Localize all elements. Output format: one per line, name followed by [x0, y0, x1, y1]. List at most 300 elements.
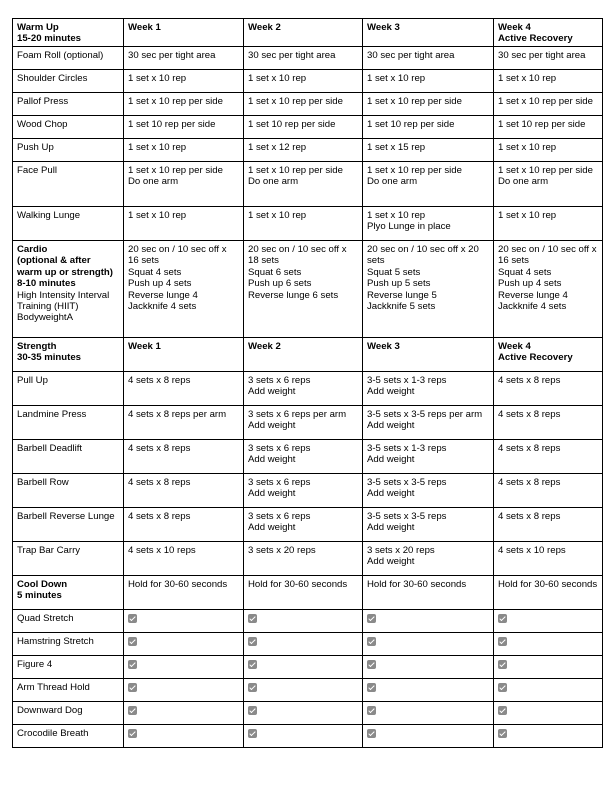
exercise-name: Landmine Press	[17, 409, 87, 420]
warmup-duration: 15-20 minutes	[17, 33, 81, 45]
prescription-text: Do one arm	[498, 176, 549, 188]
stretch-name-cell	[13, 656, 124, 679]
warmup-week-3-cell	[363, 139, 494, 162]
warmup-week-2-cell	[244, 207, 363, 241]
cooldown-stretch-row	[13, 725, 603, 748]
strength-week-3-cell	[363, 542, 494, 576]
strength-week-4-cell	[494, 372, 603, 406]
warmup-title: Warm Up	[17, 22, 59, 33]
cardio-plan-text: 16 sets	[128, 255, 159, 267]
prescription-text: 1 set x 10 rep per side	[248, 165, 343, 176]
cardio-plan-text: Squat 6 sets	[248, 266, 302, 278]
week-label: Week 3	[367, 341, 400, 352]
prescription-text: Add weight	[367, 522, 415, 534]
checked-checkbox-icon[interactable]	[367, 637, 376, 646]
prescription-text: 3 sets x 20 reps	[367, 545, 435, 556]
strength-week-3-cell	[363, 440, 494, 474]
prescription-text: 4 sets x 8 reps	[128, 375, 191, 386]
prescription-text: Do one arm	[367, 176, 418, 188]
warmup-week-1-cell	[124, 47, 244, 70]
exercise-name: Pallof Press	[17, 96, 69, 107]
prescription-text: Add weight	[367, 454, 415, 466]
warmup-row	[13, 116, 603, 139]
cooldown-stretch-row	[13, 656, 603, 679]
prescription-text: Add weight	[248, 420, 296, 432]
prescription-text: Add weight	[367, 420, 415, 432]
prescription-text: 3-5 sets x 3-5 reps	[367, 511, 447, 522]
prescription-text: 4 sets x 8 reps	[498, 375, 561, 386]
prescription-text: 3 sets x 6 reps	[248, 511, 311, 522]
prescription-text: 1 set x 10 rep	[128, 142, 187, 153]
strength-week-3-cell	[363, 474, 494, 508]
checked-checkbox-icon[interactable]	[367, 614, 376, 623]
cooldown-week-2-hold	[244, 576, 363, 610]
strength-row	[13, 542, 603, 576]
exercise-name: Pull Up	[17, 375, 48, 386]
prescription-text: 1 set x 10 rep per side	[128, 96, 223, 107]
week-label: Week 1	[128, 22, 161, 33]
exercise-name: Barbell Deadlift	[17, 443, 83, 454]
warmup-exercise-cell	[13, 47, 124, 70]
warmup-exercise-cell	[13, 207, 124, 241]
checked-checkbox-icon[interactable]	[248, 637, 257, 646]
exercise-name: Foam Roll (optional)	[17, 50, 104, 61]
checked-checkbox-icon[interactable]	[367, 660, 376, 669]
stretch-week-4-cell	[494, 702, 603, 725]
cooldown-stretch-row	[13, 610, 603, 633]
prescription-text: 30 sec per tight area	[498, 50, 586, 61]
warmup-week-1-cell	[124, 162, 244, 207]
warmup-week-4-cell	[494, 139, 603, 162]
warmup-row	[13, 207, 603, 241]
warmup-week-3-cell	[363, 47, 494, 70]
prescription-text: 4 sets x 8 reps per arm	[128, 409, 227, 420]
stretch-week-2-cell	[244, 633, 363, 656]
checked-checkbox-icon[interactable]	[498, 660, 507, 669]
workout-plan-table	[12, 18, 603, 748]
week-label: Week 2	[248, 22, 281, 33]
strength-week-1-cell	[124, 406, 244, 440]
hold-duration-text: Hold for 30-60 seconds	[498, 579, 598, 590]
checked-checkbox-icon[interactable]	[248, 729, 257, 738]
strength-week-4-cell	[494, 474, 603, 508]
strength-row	[13, 474, 603, 508]
prescription-text: Add weight	[248, 386, 296, 398]
prescription-text: 3 sets x 6 reps	[248, 443, 311, 454]
stretch-week-2-cell	[244, 725, 363, 748]
exercise-name: Shoulder Circles	[17, 73, 88, 84]
stretch-week-2-cell	[244, 610, 363, 633]
cooldown-title: Cool Down	[17, 579, 68, 590]
prescription-text: 1 set x 10 rep per side	[498, 165, 593, 176]
warmup-week-1-cell	[124, 93, 244, 116]
strength-header-row	[13, 338, 603, 372]
cardio-week-4-cell	[494, 241, 603, 338]
strength-exercise-cell	[13, 372, 124, 406]
cardio-title: 8-10 minutes	[17, 278, 76, 290]
warmup-exercise-cell	[13, 162, 124, 207]
warmup-exercise-cell	[13, 139, 124, 162]
strength-exercise-cell	[13, 474, 124, 508]
strength-exercise-cell	[13, 508, 124, 542]
cardio-description: High Intensity Interval	[17, 289, 110, 301]
warmup-week-1-cell	[124, 139, 244, 162]
strength-week-1-cell	[124, 508, 244, 542]
warmup-week-4-cell	[494, 207, 603, 241]
stretch-name-cell	[13, 702, 124, 725]
prescription-text: Add weight	[367, 386, 415, 398]
stretch-name: Downward Dog	[17, 705, 83, 716]
strength-row	[13, 406, 603, 440]
stretch-week-3-cell	[363, 725, 494, 748]
cardio-plan-text: Push up 6 sets	[248, 278, 312, 290]
cooldown-title-cell	[13, 576, 124, 610]
exercise-name: Wood Chop	[17, 119, 68, 130]
checked-checkbox-icon[interactable]	[128, 660, 137, 669]
strength-week-2-cell	[244, 508, 363, 542]
prescription-text: 1 set x 10 rep	[128, 210, 187, 221]
stretch-name: Hamstring Stretch	[17, 636, 94, 647]
cardio-plan-text: Push up 4 sets	[128, 278, 192, 290]
cardio-plan-text: Reverse lunge 4	[498, 289, 568, 301]
cardio-title: warm up or strength)	[17, 266, 113, 278]
strength-week-1-cell	[124, 542, 244, 576]
warmup-week-1-cell	[124, 207, 244, 241]
cooldown-week-3-hold	[363, 576, 494, 610]
prescription-text: Do one arm	[248, 176, 299, 188]
warmup-week-3-header	[363, 19, 494, 47]
prescription-text: 1 set x 10 rep per side	[498, 96, 593, 107]
stretch-name-cell	[13, 725, 124, 748]
stretch-name: Arm Thread Hold	[17, 682, 90, 693]
warmup-row	[13, 162, 603, 207]
warmup-exercise-cell	[13, 93, 124, 116]
week-label: Week 4	[498, 341, 531, 352]
prescription-text: 4 sets x 8 reps	[498, 443, 561, 454]
cooldown-week-4-hold	[494, 576, 603, 610]
prescription-text: 1 set x 10 rep	[367, 210, 426, 221]
warmup-week-4-cell	[494, 47, 603, 70]
cardio-plan-text: Reverse lunge 5	[367, 289, 437, 301]
checked-checkbox-icon[interactable]	[367, 706, 376, 715]
warmup-row	[13, 93, 603, 116]
warmup-row	[13, 47, 603, 70]
cardio-plan-text: Push up 4 sets	[498, 278, 562, 290]
week-label: Week 3	[367, 22, 400, 33]
warmup-title-cell	[13, 19, 124, 47]
stretch-week-1-cell	[124, 725, 244, 748]
warmup-week-2-cell	[244, 162, 363, 207]
prescription-text: Add weight	[248, 454, 296, 466]
prescription-text: 1 set x 10 rep	[498, 210, 557, 221]
prescription-text: 3 sets x 6 reps	[248, 477, 311, 488]
prescription-text: 4 sets x 10 reps	[128, 545, 196, 556]
stretch-week-1-cell	[124, 610, 244, 633]
cardio-week-1-cell	[124, 241, 244, 338]
prescription-text: 1 set x 12 rep	[248, 142, 307, 153]
strength-week-2-header	[244, 338, 363, 372]
warmup-row	[13, 70, 603, 93]
strength-week-4-cell	[494, 542, 603, 576]
cardio-plan-text: 20 sec on / 10 sec off x	[248, 244, 347, 255]
stretch-week-3-cell	[363, 610, 494, 633]
prescription-text: 1 set x 10 rep	[367, 73, 426, 84]
cardio-plan-text: 20 sec on / 10 sec off x	[498, 244, 597, 255]
cardio-plan-text: Jackknife 4 sets	[498, 301, 567, 313]
prescription-text: 4 sets x 8 reps	[498, 511, 561, 522]
cooldown-week-1-hold	[124, 576, 244, 610]
strength-duration: 30-35 minutes	[17, 352, 81, 364]
prescription-text: 1 set 10 rep per side	[248, 119, 336, 130]
cardio-description: Training (HIIT)	[17, 301, 79, 313]
checked-checkbox-icon[interactable]	[367, 729, 376, 738]
strength-week-1-cell	[124, 440, 244, 474]
warmup-header-row	[13, 19, 603, 47]
warmup-week-3-cell	[363, 70, 494, 93]
checked-checkbox-icon[interactable]	[248, 614, 257, 623]
prescription-text: 3 sets x 6 reps per arm	[248, 409, 347, 420]
cardio-title: Cardio	[17, 244, 48, 255]
workout-plan-sheet	[12, 18, 602, 748]
warmup-week-4-cell	[494, 93, 603, 116]
prescription-text: Do one arm	[128, 176, 179, 188]
stretch-week-2-cell	[244, 679, 363, 702]
stretch-week-3-cell	[363, 633, 494, 656]
prescription-text: 3 sets x 6 reps	[248, 375, 311, 386]
prescription-text: 3-5 sets x 1-3 reps	[367, 375, 447, 386]
prescription-text: 4 sets x 8 reps	[128, 511, 191, 522]
cardio-row	[13, 241, 603, 338]
stretch-name-cell	[13, 679, 124, 702]
strength-week-2-cell	[244, 406, 363, 440]
prescription-text: Add weight	[367, 488, 415, 500]
prescription-text: 1 set 10 rep per side	[367, 119, 455, 130]
strength-week-3-cell	[363, 372, 494, 406]
warmup-exercise-cell	[13, 70, 124, 93]
checked-checkbox-icon[interactable]	[498, 637, 507, 646]
prescription-text: 4 sets x 10 reps	[498, 545, 566, 556]
prescription-text: 1 set x 10 rep per side	[367, 96, 462, 107]
warmup-week-2-cell	[244, 47, 363, 70]
cardio-plan-text: Jackknife 5 sets	[367, 301, 436, 313]
week-subtitle: Active Recovery	[498, 352, 573, 364]
warmup-week-1-cell	[124, 116, 244, 139]
checked-checkbox-icon[interactable]	[128, 683, 137, 692]
strength-week-2-cell	[244, 440, 363, 474]
hold-duration-text: Hold for 30-60 seconds	[367, 579, 467, 590]
cardio-plan-text: 20 sec on / 10 sec off x 20	[367, 244, 479, 255]
prescription-text: 30 sec per tight area	[367, 50, 455, 61]
stretch-name: Figure 4	[17, 659, 53, 670]
checked-checkbox-icon[interactable]	[498, 614, 507, 623]
strength-week-4-cell	[494, 508, 603, 542]
hold-duration-text: Hold for 30-60 seconds	[128, 579, 228, 590]
stretch-week-4-cell	[494, 610, 603, 633]
stretch-week-1-cell	[124, 702, 244, 725]
cooldown-stretch-row	[13, 679, 603, 702]
cardio-title-cell	[13, 241, 124, 338]
strength-week-1-header	[124, 338, 244, 372]
strength-week-2-cell	[244, 542, 363, 576]
prescription-text: 1 set x 10 rep	[498, 142, 557, 153]
stretch-name-cell	[13, 633, 124, 656]
prescription-text: Add weight	[248, 488, 296, 500]
prescription-text: Plyo Lunge in place	[367, 221, 451, 233]
cooldown-stretch-row	[13, 702, 603, 725]
strength-title: Strength	[17, 341, 57, 352]
warmup-week-2-cell	[244, 70, 363, 93]
prescription-text: 1 set 10 rep per side	[128, 119, 216, 130]
strength-week-4-header	[494, 338, 603, 372]
cardio-plan-text: 18 sets	[248, 255, 279, 267]
checked-checkbox-icon[interactable]	[498, 683, 507, 692]
prescription-text: 1 set x 10 rep	[128, 73, 187, 84]
exercise-name: Barbell Reverse Lunge	[17, 511, 115, 522]
stretch-week-1-cell	[124, 679, 244, 702]
prescription-text: Add weight	[248, 522, 296, 534]
hold-duration-text: Hold for 30-60 seconds	[248, 579, 348, 590]
strength-week-2-cell	[244, 474, 363, 508]
prescription-text: 1 set x 10 rep per side	[367, 165, 462, 176]
stretch-name: Crocodile Breath	[17, 728, 89, 739]
warmup-week-4-header	[494, 19, 603, 47]
warmup-row	[13, 139, 603, 162]
strength-week-4-cell	[494, 440, 603, 474]
prescription-text: 3-5 sets x 3-5 reps	[367, 477, 447, 488]
cardio-plan-text: sets	[367, 255, 385, 267]
cardio-plan-text: Squat 4 sets	[498, 266, 552, 278]
prescription-text: 1 set x 15 rep	[367, 142, 426, 153]
warmup-week-1-header	[124, 19, 244, 47]
cardio-plan-text: 20 sec on / 10 sec off x	[128, 244, 227, 255]
strength-week-4-cell	[494, 406, 603, 440]
checked-checkbox-icon[interactable]	[248, 660, 257, 669]
prescription-text: 1 set x 10 rep per side	[128, 165, 223, 176]
stretch-week-1-cell	[124, 633, 244, 656]
warmup-week-1-cell	[124, 70, 244, 93]
prescription-text: 4 sets x 8 reps	[128, 477, 191, 488]
week-label: Week 1	[128, 341, 161, 352]
week-subtitle: Active Recovery	[498, 33, 573, 45]
prescription-text: 30 sec per tight area	[128, 50, 216, 61]
checked-checkbox-icon[interactable]	[498, 706, 507, 715]
prescription-text: 1 set x 10 rep	[248, 73, 307, 84]
checked-checkbox-icon[interactable]	[128, 729, 137, 738]
checked-checkbox-icon[interactable]	[248, 706, 257, 715]
warmup-week-4-cell	[494, 70, 603, 93]
cardio-plan-text: Jackknife 4 sets	[128, 301, 197, 313]
strength-exercise-cell	[13, 440, 124, 474]
cardio-plan-text: Squat 4 sets	[128, 266, 182, 278]
checked-checkbox-icon[interactable]	[248, 683, 257, 692]
stretch-week-3-cell	[363, 656, 494, 679]
prescription-text: 3 sets x 20 reps	[248, 545, 316, 556]
checked-checkbox-icon[interactable]	[128, 637, 137, 646]
prescription-text: 30 sec per tight area	[248, 50, 336, 61]
exercise-name: Push Up	[17, 142, 54, 153]
warmup-week-2-cell	[244, 116, 363, 139]
stretch-week-3-cell	[363, 702, 494, 725]
stretch-week-3-cell	[363, 679, 494, 702]
prescription-text: 1 set x 10 rep	[248, 210, 307, 221]
strength-row	[13, 372, 603, 406]
cooldown-stretch-row	[13, 633, 603, 656]
cardio-plan-text: 16 sets	[498, 255, 529, 267]
warmup-week-2-cell	[244, 93, 363, 116]
warmup-week-4-cell	[494, 162, 603, 207]
strength-row	[13, 508, 603, 542]
strength-row	[13, 440, 603, 474]
checked-checkbox-icon[interactable]	[498, 729, 507, 738]
stretch-week-4-cell	[494, 633, 603, 656]
warmup-week-2-header	[244, 19, 363, 47]
prescription-text: 1 set x 10 rep per side	[248, 96, 343, 107]
warmup-week-2-cell	[244, 139, 363, 162]
warmup-week-4-cell	[494, 116, 603, 139]
cardio-week-3-cell	[363, 241, 494, 338]
warmup-week-3-cell	[363, 116, 494, 139]
exercise-name: Trap Bar Carry	[17, 545, 81, 556]
cooldown-duration: 5 minutes	[17, 590, 62, 602]
prescription-text: 3-5 sets x 1-3 reps	[367, 443, 447, 454]
prescription-text: 3-5 sets x 3-5 reps per arm	[367, 409, 483, 420]
warmup-exercise-cell	[13, 116, 124, 139]
stretch-week-2-cell	[244, 656, 363, 679]
strength-week-2-cell	[244, 372, 363, 406]
cardio-week-2-cell	[244, 241, 363, 338]
stretch-name-cell	[13, 610, 124, 633]
checked-checkbox-icon[interactable]	[128, 706, 137, 715]
prescription-text: 4 sets x 8 reps	[498, 409, 561, 420]
strength-exercise-cell	[13, 542, 124, 576]
stretch-week-2-cell	[244, 702, 363, 725]
stretch-week-4-cell	[494, 656, 603, 679]
prescription-text: Add weight	[367, 556, 415, 568]
week-label: Week 4	[498, 22, 531, 33]
warmup-week-3-cell	[363, 93, 494, 116]
strength-exercise-cell	[13, 406, 124, 440]
prescription-text: 1 set 10 rep per side	[498, 119, 586, 130]
cardio-description: BodyweightA	[17, 312, 73, 324]
exercise-name: Walking Lunge	[17, 210, 81, 221]
checked-checkbox-icon[interactable]	[128, 614, 137, 623]
prescription-text: 4 sets x 8 reps	[128, 443, 191, 454]
strength-week-1-cell	[124, 474, 244, 508]
strength-week-1-cell	[124, 372, 244, 406]
strength-week-3-cell	[363, 508, 494, 542]
strength-week-3-cell	[363, 406, 494, 440]
prescription-text: 1 set x 10 rep	[498, 73, 557, 84]
cardio-plan-text: Squat 5 sets	[367, 266, 421, 278]
cooldown-header-row	[13, 576, 603, 610]
stretch-week-4-cell	[494, 679, 603, 702]
week-label: Week 2	[248, 341, 281, 352]
stretch-week-1-cell	[124, 656, 244, 679]
cardio-title: (optional & after	[17, 255, 91, 267]
warmup-week-3-cell	[363, 162, 494, 207]
strength-title-cell	[13, 338, 124, 372]
cardio-plan-text: Reverse lunge 4	[128, 289, 198, 301]
warmup-week-3-cell	[363, 207, 494, 241]
cardio-plan-text: Push up 5 sets	[367, 278, 431, 290]
checked-checkbox-icon[interactable]	[367, 683, 376, 692]
exercise-name: Barbell Row	[17, 477, 69, 488]
strength-week-3-header	[363, 338, 494, 372]
prescription-text: 4 sets x 8 reps	[498, 477, 561, 488]
stretch-week-4-cell	[494, 725, 603, 748]
cardio-plan-text: Reverse lunge 6 sets	[248, 289, 339, 301]
exercise-name: Face Pull	[17, 165, 57, 176]
